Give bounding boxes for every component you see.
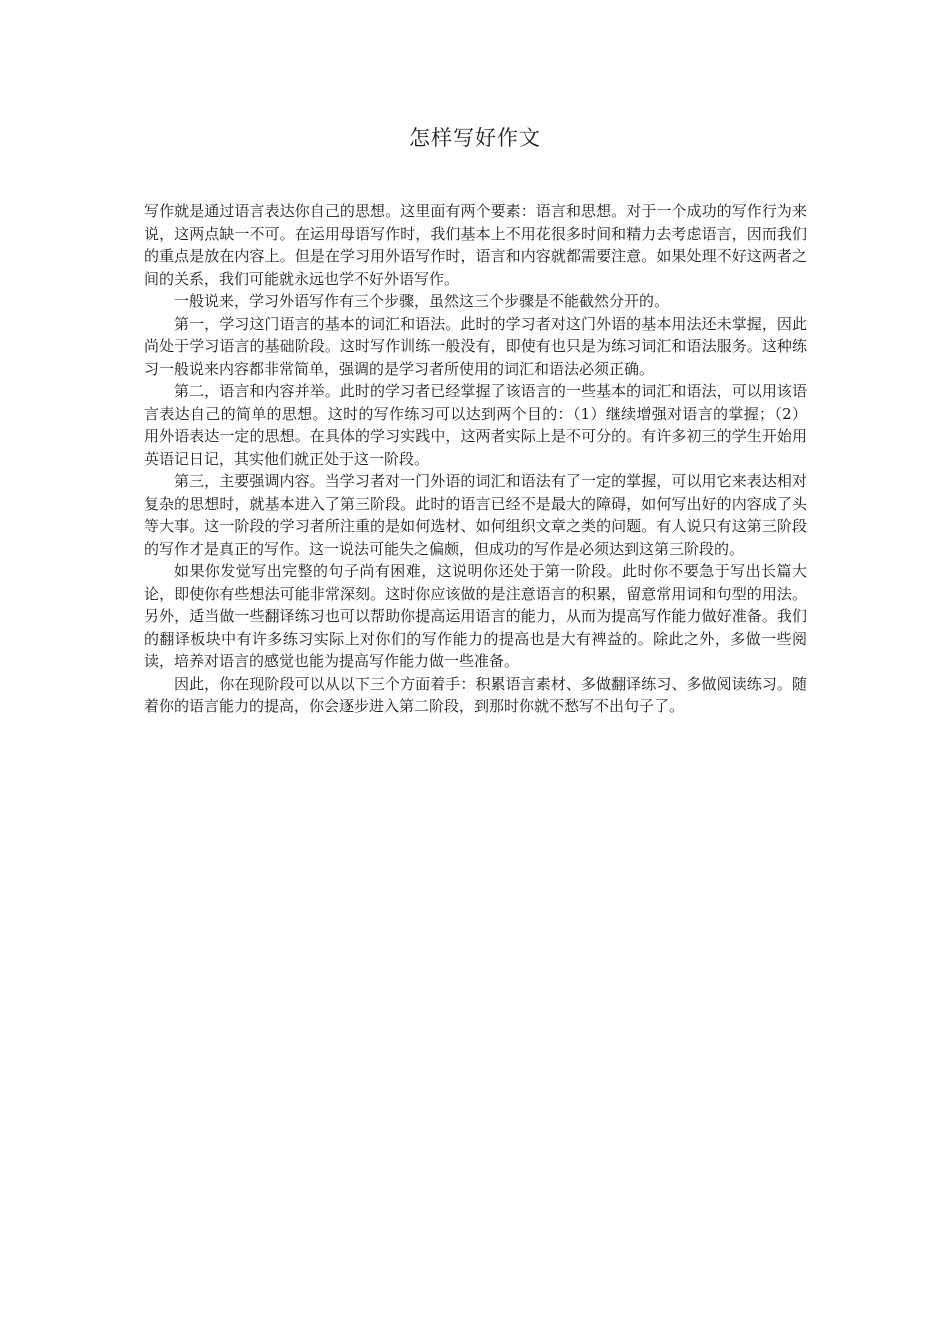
paragraph-step-one: 第一，学习这门语言的基本的词汇和语法。此时的学习者对这门外语的基本用法还未掌握，因此尚处于学习语言的基础阶段。这时写作训练一般没有，即使有也只是为练习词汇和语法服务。这种练习一般说来内容都非常简单，强调的是学习者所使用的词汇和语法必须正确。 — [144, 314, 807, 378]
document-body — [144, 200, 807, 718]
paragraph-steps-overview: 一般说来，学习外语写作有三个步骤，虽然这三个步骤是不能截然分开的。 — [174, 292, 670, 310]
paragraph-conclusion: 因此，你在现阶段可以从以下三个方面着手：积累语言素材、多做翻译练习、多做阅读练习。随着你的语言能力的提高，你会逐步进入第二阶段，到那时你就不愁写不出句子了。 — [144, 674, 807, 715]
document-title: 怎样写好作文 — [409, 126, 541, 150]
paragraph-step-two: 第二，语言和内容并举。此时的学习者已经掌握了该语言的一些基本的词汇和语法，可以用该语言表达自己的简单的思想。这时的写作练习可以达到两个目的：（1）继续增强对语言的掌握；（2）用外语表达一定的思想。在具体的学习实践中，这两者实际上是不可分的。有许多初三的学生开始用英语记日记，其实他们就正处于这一阶段。 — [144, 382, 807, 468]
paragraph-advice: 如果你发觉写出完整的句子尚有困难，这说明你还处于第一阶段。此时你不要急于写出长篇大论，即使你有些想法可能非常深刻。这时你应该做的是注意语言的积累，留意常用词和句型的用法。另外，适当做一些翻译练习也可以帮助你提高运用语言的能力，从而为提高写作能力做好准备。我们的翻译板块中有许多练习实际上对你们的写作能力的提高也是大有裨益的。除此之外，多做一些阅读，培养对语言的感觉也能为提高写作能力做一些准备。 — [144, 562, 807, 670]
paragraph-intro: 写作就是通过语言表达你自己的思想。这里面有两个要素：语言和思想。对于一个成功的写作行为来说，这两点缺一不可。在运用母语写作时，我们基本上不用花很多时间和精力去考虑语言，因而我们的重点是放在内容上。但是在学习用外语写作时，语言和内容就都需要注意。如果处理不好这两者之间的关系，我们可能就永远也学不好外语写作。 — [144, 202, 807, 288]
paragraph-step-three: 第三，主要强调内容。当学习者对一门外语的词汇和语法有了一定的掌握，可以用它来表达相对复杂的思想时，就基本进入了第三阶段。此时的语言已经不是最大的障碍，如何写出好的内容成了头等大事。这一阶段的学习者所注重的是如何选材、如何组织文章之类的问题。有人说只有这第三阶段的写作才是真正的写作。这一说法可能失之偏颇，但成功的写作是必须达到这第三阶段的。 — [144, 472, 807, 558]
